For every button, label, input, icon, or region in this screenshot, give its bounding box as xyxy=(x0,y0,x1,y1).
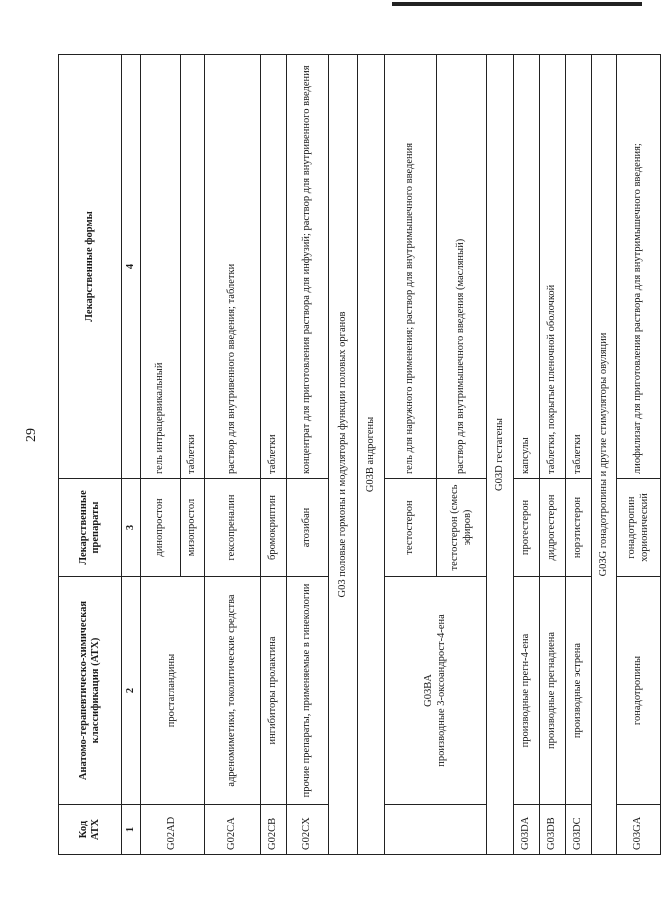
cell-code: G03DB xyxy=(540,805,566,855)
cell-form: таблетки xyxy=(261,55,287,479)
table-row xyxy=(617,55,661,855)
col-number: 2 xyxy=(122,577,141,805)
cell-drug: атозибан xyxy=(287,479,329,577)
cell-form: раствор для внутривенного введения; таблетки xyxy=(205,55,261,479)
cell-code: G02CX xyxy=(287,805,329,855)
cell-drug: тестостерон xyxy=(385,479,437,577)
cell-form: лиофилизат для приготовления раствора для внутримышечного введения; xyxy=(617,55,661,479)
table-row xyxy=(540,55,566,855)
table-row xyxy=(287,55,329,855)
page-number: 29 xyxy=(24,428,39,442)
cell-form: концентрат для приготовления раствора для инфузий; раствор для внутривенного введения xyxy=(287,55,329,479)
cell-code: G03GA xyxy=(617,805,661,855)
table-row xyxy=(566,55,592,855)
cell-drug: тестостерон (смесь эфиров) xyxy=(437,479,487,577)
cell-code: G02CB xyxy=(261,805,287,855)
section-heading: G03B андрогены xyxy=(358,55,385,855)
atx-name-line: производные 3-оксоандрост-4-ена xyxy=(435,614,447,767)
table-row xyxy=(514,55,540,855)
cell-code-empty xyxy=(385,805,487,855)
table-row xyxy=(205,55,261,855)
cell-code: G03DA xyxy=(514,805,540,855)
cell-drug: норэтистерон xyxy=(566,479,592,577)
table-row xyxy=(385,55,437,855)
cell-atx: производные прегнадиена xyxy=(540,577,566,805)
cell-form: таблетки xyxy=(181,55,205,479)
cell-drug: прогестерон xyxy=(514,479,540,577)
cell-drug: гонадотропин хорионический xyxy=(617,479,661,577)
section-heading: G03 половые гормоны и модуляторы функции половых органов xyxy=(329,55,358,855)
cell-atx: гонадотропины xyxy=(617,577,661,805)
section-row xyxy=(329,55,358,855)
cell-drug: бромокриптин xyxy=(261,479,287,577)
col-number: 1 xyxy=(122,805,141,855)
cell-atx: простагландины xyxy=(141,577,205,805)
table-row xyxy=(141,55,181,855)
cell-drug: мизопростол xyxy=(181,479,205,577)
scan-edge-line xyxy=(392,2,642,6)
rotated-page xyxy=(24,55,650,855)
header-code: Код АТХ xyxy=(59,805,122,855)
cell-form: гель интрацервикальный xyxy=(141,55,181,479)
header-forms: Лекарственные формы xyxy=(59,55,122,479)
drug-table xyxy=(58,54,661,855)
table-row xyxy=(261,55,287,855)
cell-code: G02AD xyxy=(141,805,205,855)
header-row xyxy=(59,55,122,855)
section-row xyxy=(487,55,514,855)
section-heading: G03G гонадотропины и другие стимуляторы овуляции xyxy=(592,55,617,855)
cell-drug: дидрогестерон xyxy=(540,479,566,577)
cell-drug: динопростон xyxy=(141,479,181,577)
cell-atx: ингибиторы пролактина xyxy=(261,577,287,805)
section-row xyxy=(358,55,385,855)
header-atx: Анатомо-терапевтическо-химическая классификация (АТХ) xyxy=(59,577,122,805)
atx-code-line: G03BA xyxy=(423,674,435,707)
cell-drug: гексопреналин xyxy=(205,479,261,577)
cell-form: капсулы xyxy=(514,55,540,479)
cell-form: гель для наружного применения; раствор для внутримышечного введения xyxy=(385,55,437,479)
cell-atx: прочие препараты, применяемые в гинекологии xyxy=(287,577,329,805)
cell-atx-group xyxy=(385,577,487,805)
cell-form: раствор для внутримышечного введения (масляный) xyxy=(437,55,487,479)
cell-code: G03DC xyxy=(566,805,592,855)
column-number-row xyxy=(122,55,141,855)
cell-atx: производные эстрена xyxy=(566,577,592,805)
cell-atx: производные прегн-4-ена xyxy=(514,577,540,805)
col-number: 4 xyxy=(122,55,141,479)
section-heading: G03D гестагены xyxy=(487,55,514,855)
header-drugs: Лекарственные препараты xyxy=(59,479,122,577)
section-row xyxy=(592,55,617,855)
cell-form: таблетки xyxy=(566,55,592,479)
cell-form: таблетки, покрытые пленочной оболочкой xyxy=(540,55,566,479)
col-number: 3 xyxy=(122,479,141,577)
cell-atx: адреномиметики, токолитические средства xyxy=(205,577,261,805)
cell-code: G02CA xyxy=(205,805,261,855)
